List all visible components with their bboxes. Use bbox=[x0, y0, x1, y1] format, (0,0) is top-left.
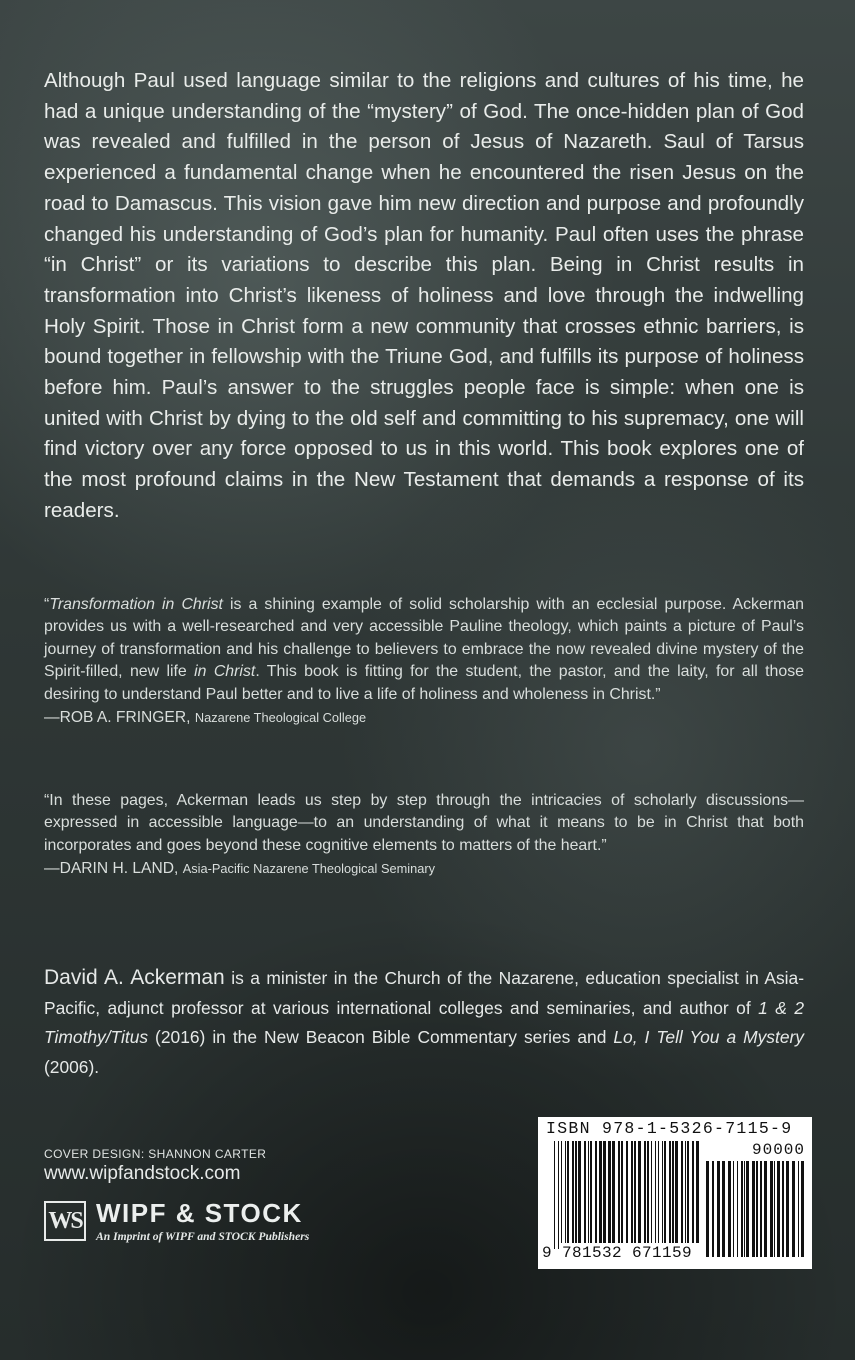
barcode-bar bbox=[770, 1161, 773, 1257]
barcode-bar bbox=[692, 1141, 694, 1243]
barcode-bar bbox=[588, 1141, 589, 1243]
barcode-bar bbox=[722, 1161, 725, 1257]
barcode-bar bbox=[801, 1161, 804, 1257]
barcode-bar bbox=[558, 1141, 559, 1249]
bio-book-title-1: 1 & 2 Timothy/Titus bbox=[44, 997, 805, 1047]
barcode-bar bbox=[608, 1141, 611, 1243]
bio-book-title-2: Lo, I Tell You a Mystery bbox=[613, 1027, 804, 1047]
bio-text: (2016) in the New Beacon Bible Commentary series and bbox=[148, 1027, 614, 1047]
endorser-institution: Asia-Pacific Nazarene Theological Seminary bbox=[182, 861, 435, 877]
barcode-bar bbox=[737, 1161, 738, 1257]
cover-design-credit: COVER DESIGN: SHANNON CARTER bbox=[44, 1147, 267, 1161]
barcode-bar bbox=[669, 1141, 671, 1243]
publisher-logo bbox=[44, 1198, 344, 1246]
barcode-bar bbox=[612, 1141, 615, 1243]
barcode-bar bbox=[675, 1141, 678, 1243]
isbn-barcode bbox=[538, 1117, 812, 1269]
publisher-website[interactable]: www.wipfandstock.com bbox=[44, 1163, 241, 1184]
barcode-bar bbox=[728, 1161, 731, 1257]
back-cover-blurb: Although Paul used language similar to the religions and cultures of his time, he had a unique understanding of the “mystery” of God. The once-hidden plan of God was revealed and fulfilled in the person of Jesus of Nazareth. Saul of Tarsus experienced a fundamental change when he encountered the risen Jesus on the road to Damascus. This vision gave him new direction and purpose and profoundly changed his understanding of God’s plan for humanity. Paul often uses the phrase “in Christ” or its variations to describe this plan. Being in Christ results in transformation into Christ’s likeness of holiness and love through the indwelling Holy Spirit. Those in Christ form a new community that crosses ethnic barriers, is bound together in fellowship with the Triune God, and fulfills its purpose of holiness before him. Paul’s answer to the struggles people face is simple: when one is united with Christ by dying to the old self and committing to his supremacy, one will find victory over any force opposed to us in this world. This book explores one of the most profound claims in the New Testament that demands a response of its readers. bbox=[44, 69, 804, 522]
barcode-bar bbox=[567, 1141, 569, 1243]
ws-logo-mark: WS bbox=[44, 1201, 86, 1241]
barcode-bar bbox=[655, 1141, 656, 1243]
barcode-bar bbox=[744, 1161, 745, 1257]
open-quote: “ bbox=[44, 596, 50, 613]
barcode-bar bbox=[756, 1161, 758, 1257]
barcode-bar bbox=[599, 1141, 602, 1243]
barcode-bar bbox=[717, 1161, 720, 1257]
barcode-bar bbox=[658, 1141, 659, 1243]
barcode-bar bbox=[685, 1141, 686, 1243]
author-name: David A. Ackerman bbox=[44, 966, 225, 989]
barcode-bar bbox=[631, 1141, 633, 1243]
barcode-bar bbox=[578, 1141, 581, 1243]
barcode-bar bbox=[687, 1141, 689, 1243]
barcode-bar bbox=[741, 1161, 743, 1257]
barcode-bar bbox=[774, 1161, 775, 1257]
endorsement-fringer bbox=[44, 594, 804, 729]
barcode-bar bbox=[590, 1141, 592, 1243]
barcode-bar bbox=[782, 1161, 784, 1257]
barcode-bar bbox=[760, 1161, 762, 1257]
barcode-bar bbox=[603, 1141, 606, 1243]
barcode-bar bbox=[664, 1141, 666, 1243]
barcode-bar bbox=[786, 1161, 789, 1257]
barcode-bar bbox=[696, 1141, 699, 1243]
endorsement-text: is a shining example of solid scholarship with an ecclesial purpose. Ackerman provides us with a well-researched and very accessible Pauline theology, which paints a picture of Paul’s journey of transformation and his challenge to believers to embrace the now revealed divine mystery of the Spirit-filled, new life bbox=[44, 596, 805, 681]
endorsement-text: “In these pages, Ackerman leads us step by step through the intricacies of scholarly discussions—expressed in accessible language—to an understanding of what it means to be in Christ that both incorporates and goes beyond these cognitive elements to matters of the heart.” bbox=[44, 792, 804, 854]
barcode-bar bbox=[572, 1141, 574, 1243]
endorser-name: —DARIN H. LAND, bbox=[44, 860, 179, 878]
barcode-bar bbox=[733, 1161, 734, 1257]
barcode-bar bbox=[792, 1161, 795, 1257]
barcode-bar bbox=[644, 1141, 646, 1243]
endorser-name: —ROB A. FRINGER, bbox=[44, 709, 191, 727]
author-bio bbox=[44, 963, 804, 1082]
emphasis-text: in Christ bbox=[194, 663, 256, 681]
barcode-bar bbox=[706, 1161, 709, 1257]
book-title: Transformation in Christ bbox=[49, 596, 223, 613]
bio-text: (2006). bbox=[44, 1056, 100, 1077]
bio-text: is a minister in the Church of the Nazarene, education specialist in Asia-Pacific, adjunct professor at various international colleges and seminaries, and author of bbox=[44, 968, 805, 1018]
barcode-bar bbox=[798, 1161, 799, 1257]
barcode-bar bbox=[595, 1141, 597, 1243]
barcode-bar bbox=[746, 1161, 749, 1257]
endorsement-land bbox=[44, 790, 804, 881]
barcode-bar bbox=[681, 1141, 683, 1243]
isbn-label: ISBN 978-1-5326-7115-9 bbox=[546, 1119, 793, 1138]
barcode-bar bbox=[584, 1141, 586, 1243]
publisher-name: WIPF & STOCK bbox=[96, 1198, 303, 1228]
barcode-bar bbox=[575, 1141, 577, 1243]
barcode-bar bbox=[626, 1141, 628, 1243]
endorser-attribution bbox=[44, 858, 804, 880]
barcode-bar bbox=[618, 1141, 620, 1243]
barcode-bar bbox=[638, 1141, 641, 1243]
barcode-bar bbox=[672, 1141, 674, 1243]
publisher-tagline: An Imprint of WIPF and STOCK Publishers bbox=[96, 1230, 310, 1243]
barcode-bar bbox=[565, 1141, 566, 1243]
barcode-bar bbox=[554, 1141, 555, 1249]
endorser-attribution bbox=[44, 707, 804, 729]
barcode-bar bbox=[662, 1141, 663, 1243]
barcode-bar bbox=[561, 1141, 562, 1243]
barcode-bar bbox=[752, 1161, 755, 1257]
barcode-bar bbox=[651, 1141, 652, 1243]
ean-digits: 9 781532 671159 bbox=[542, 1244, 693, 1262]
price-code: 90000 bbox=[752, 1141, 806, 1159]
barcode-bar bbox=[777, 1161, 780, 1257]
barcode-bar bbox=[712, 1161, 714, 1257]
barcode-bar bbox=[647, 1141, 649, 1243]
barcode-bar bbox=[621, 1141, 623, 1243]
endorser-institution: Nazarene Theological College bbox=[194, 710, 367, 726]
barcode-bar bbox=[764, 1161, 767, 1257]
endorsement-text-end: . This book is fitting for the student, the pastor, and the laity, for all those desiring to understand Paul better and to live a life of holiness and wholeness in Christ.” bbox=[44, 663, 804, 703]
barcode-bar bbox=[634, 1141, 636, 1243]
